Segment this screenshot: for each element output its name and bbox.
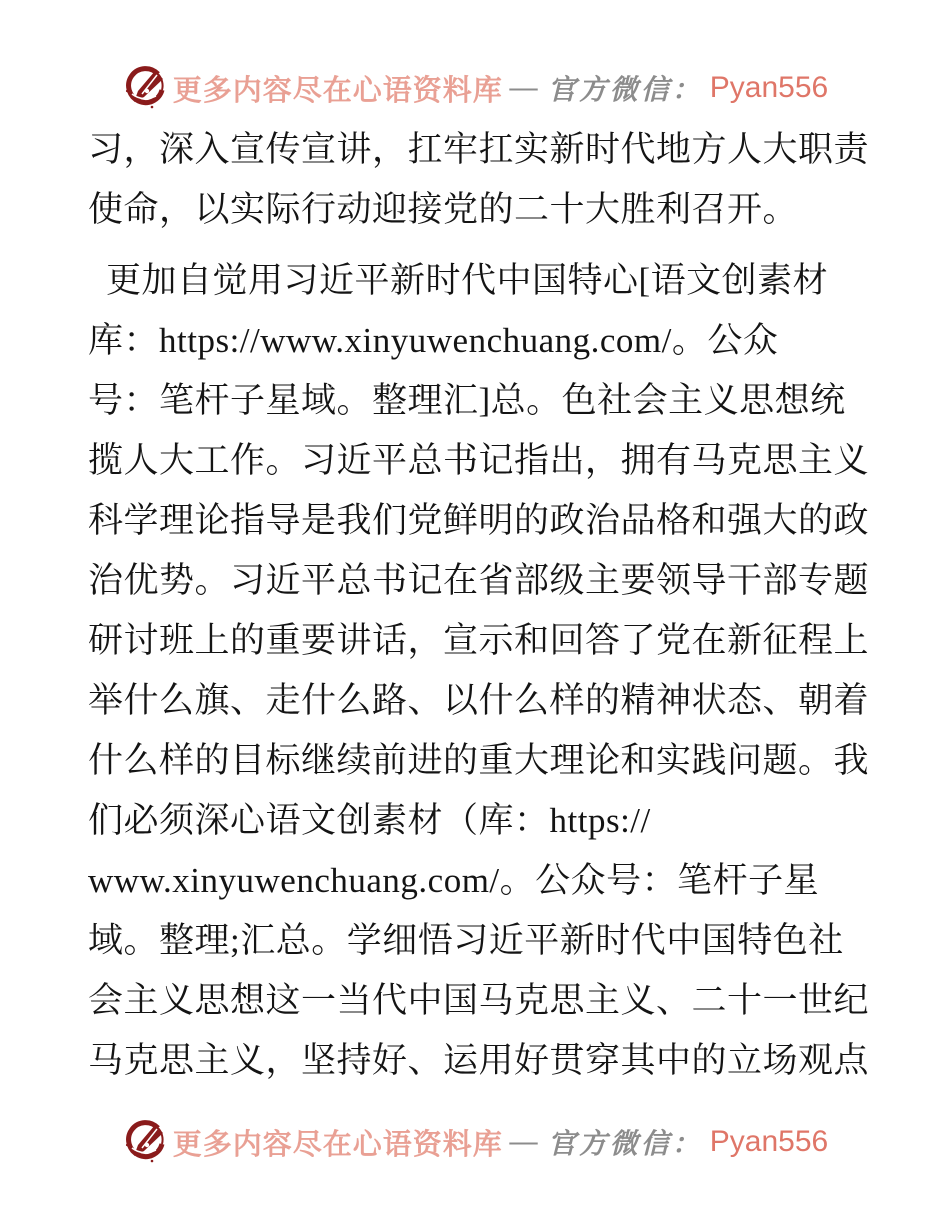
- watermark-label: 官方微信：: [547, 75, 703, 106]
- text-line: 域。整理;汇总。学细悟习近平新时代中国特色社: [88, 921, 844, 960]
- text-line: 号：笔杆子星域。整理汇]总。色社会主义思想统: [88, 381, 846, 420]
- text-line: 揽人大工作。习近平总书记指出，拥有马克思主义: [88, 441, 870, 480]
- pen-emblem-icon: [122, 1118, 166, 1166]
- text-line: 研讨班上的重要讲话，宣示和回答了党在新征程上: [88, 621, 870, 660]
- text-line: 使命，以实际行动迎接党的二十大胜利召开。: [88, 190, 799, 229]
- text-line: 科学理论指导是我们党鲜明的政治品格和强大的政: [88, 501, 870, 540]
- paragraph: [88, 120, 870, 240]
- document-body: [88, 120, 870, 1091]
- text-line: 库：https://www.xinyuwenchuang.com/。公众: [88, 321, 779, 360]
- text-line: 会主义思想这一当代中国马克思主义、二十一世纪: [88, 981, 870, 1020]
- paragraph: [88, 251, 870, 1091]
- watermark-dash: —: [509, 72, 541, 103]
- text-line: 什么样的目标继续前进的重大理论和实践问题。我: [88, 741, 870, 780]
- watermark-label: 官方微信：: [547, 1129, 703, 1160]
- text-line: 马克思主义，坚持好、运用好贯穿其中的立场观点: [88, 1041, 870, 1080]
- footer-watermark: [0, 1118, 950, 1166]
- watermark-wechat-id: Pyan556: [709, 1125, 829, 1158]
- text-line: 更加自觉用习近平新时代中国特心[语文创素材: [106, 261, 829, 300]
- watermark-brand-text: 更多内容尽在心语资料库: [172, 74, 503, 107]
- text-line: 们必须深心语文创素材（库：https://: [88, 801, 651, 840]
- text-line: 举什么旗、走什么路、以什么样的精神状态、朝着: [88, 681, 870, 720]
- watermark-brand-text: 更多内容尽在心语资料库: [172, 1128, 503, 1161]
- watermark-dash: —: [509, 1126, 541, 1157]
- pen-emblem-icon: [122, 64, 166, 112]
- header-watermark: [0, 64, 950, 112]
- text-line: 治优势。习近平总书记在省部级主要领导干部专题: [88, 561, 870, 600]
- text-line: www.xinyuwenchuang.com/。公众号：笔杆子星: [88, 861, 820, 900]
- text-line: 习，深入宣传宣讲，扛牢扛实新时代地方人大职责: [88, 130, 870, 169]
- watermark-wechat-id: Pyan556: [709, 71, 829, 104]
